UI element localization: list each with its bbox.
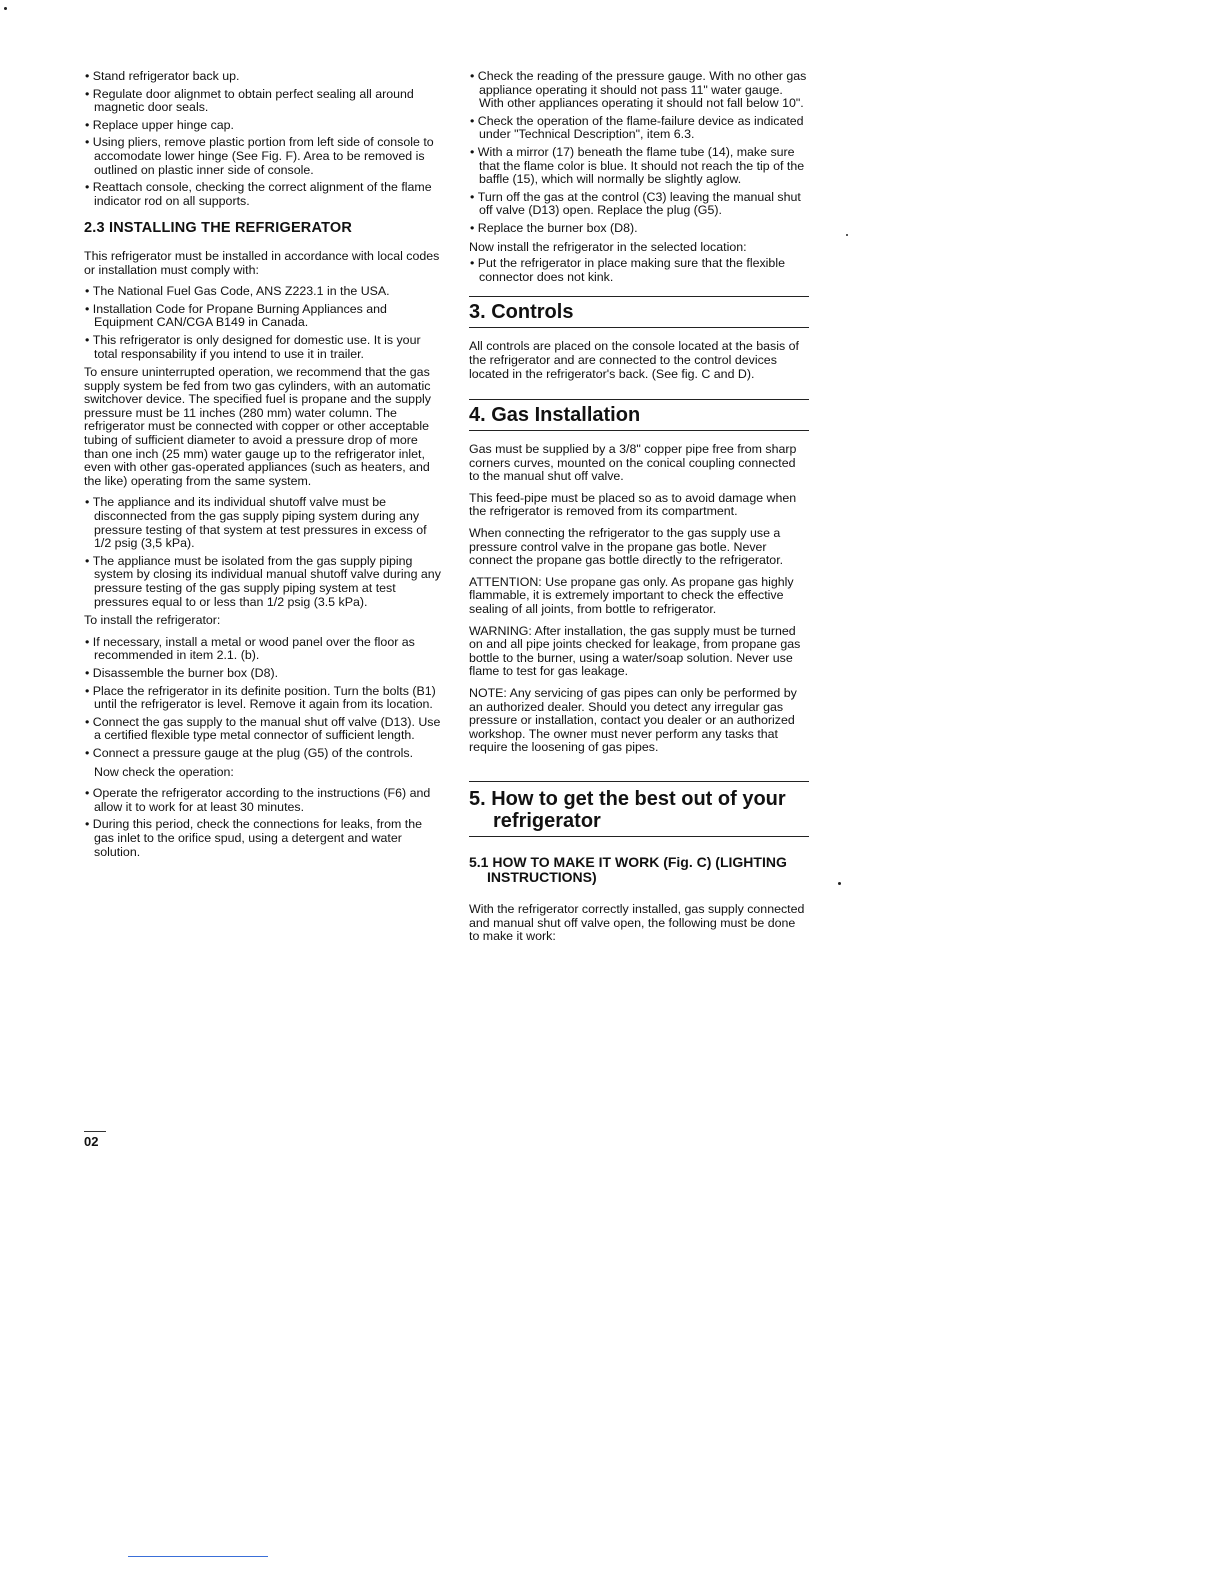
bullets-top-right xyxy=(469,70,809,236)
install-label: To install the refrigerator: xyxy=(84,613,221,628)
shutoff-list xyxy=(84,496,444,609)
check-label: Now check the operation: xyxy=(94,764,234,779)
list-item: • Place the refrigerator in its definite position. Turn the bolts (B1) until the refrigerator is level. Remove it again from its location. xyxy=(84,685,444,712)
divider xyxy=(469,399,809,400)
attention-paragraph: ATTENTION: Use propane gas only. As propane gas highly flammable, it is extremely important to check the effective sealing of all joints, from bottle to refrigerator. xyxy=(469,574,794,617)
gas-paragraph: When connecting the refrigerator to the gas supply use a pressure control valve in the propane gas botle. Never connect the propane gas bottle directly to the refrigerator. xyxy=(469,526,784,568)
intro-paragraph: This refrigerator must be installed in accordance with local codes or installation must comply with: xyxy=(84,248,440,277)
section-title-installing: 2.3 INSTALLING THE REFRIGERATOR xyxy=(84,220,353,237)
heading-gas-installation: 4. Gas Installation xyxy=(469,404,641,427)
list-item: • Put the refrigerator in place making sure that the flexible connector does not kink. xyxy=(469,257,809,284)
list-item: • The appliance must be isolated from the gas supply piping system by closing its individual manual shutoff valve during any pressure testing of the gas supply piping system at test pressures equal to or less than 1/2 psig (3.5 kPa). xyxy=(84,555,444,609)
scan-speck xyxy=(838,882,841,885)
list-item: • Replace upper hinge cap. xyxy=(84,119,444,133)
lighting-paragraph: With the refrigerator correctly installed, gas supply connected and manual shut off valve open, the following must be done to make it work: xyxy=(469,901,805,944)
bullets-top-left xyxy=(84,70,444,208)
list-item: • The National Fuel Gas Code, ANS Z223.1 in the USA. xyxy=(84,285,444,299)
left-column xyxy=(84,70,444,864)
list-item: • Check the reading of the pressure gauge. With no other gas appliance operating it should not pass 11" water gauge. With other appliances operating it should not fall below 10". xyxy=(469,70,809,111)
subheading-how-to-make-it-work: 5.1 HOW TO MAKE IT WORK (Fig. C) (LIGHTING INSTRUCTIONS) xyxy=(469,853,787,885)
list-item: • During this period, check the connections for leaks, from the gas inlet to the orifice spud, using a detergent and water solution. xyxy=(84,818,444,859)
list-item: • Reattach console, checking the correct alignment of the flame indicator rod on all supports. xyxy=(84,181,444,208)
list-item: • Stand refrigerator back up. xyxy=(84,70,444,84)
list-item: • Operate the refrigerator according to the instructions (F6) and allow it to work for at least 30 minutes. xyxy=(84,787,444,814)
divider xyxy=(469,296,809,297)
divider xyxy=(469,781,809,782)
list-item: • The appliance and its individual shutoff valve must be disconnected from the gas supply piping system during any pressure testing of that system at test pressures in excess of 1/2 psig (3,5 kPa). xyxy=(84,496,444,550)
list-item: • Disassemble the burner box (D8). xyxy=(84,667,444,681)
heading-controls: 3. Controls xyxy=(469,301,574,324)
list-item: • Connect a pressure gauge at the plug (G5) of the controls. xyxy=(84,747,444,761)
install-steps xyxy=(84,636,444,761)
scan-line xyxy=(128,1556,268,1557)
list-item: • Installation Code for Propane Burning Appliances and Equipment CAN/CGA B149 in Canada. xyxy=(84,303,444,330)
page-number: 02 xyxy=(84,1134,99,1149)
heading-best-out: 5. How to get the best out of your refrigerator xyxy=(469,787,786,832)
gas-paragraph: Gas must be supplied by a 3/8" copper pipe free from sharp corners curves, mounted on the conical coupling connected to the manual shut off valve. xyxy=(469,442,797,484)
note-paragraph: NOTE: Any servicing of gas pipes can only be performed by an authorized dealer. Should you detect any irregular gas pressure or installation, contact you dealer or an authorized workshop. The owner must never perform any tasks that require the loosening of gas pipes. xyxy=(469,686,797,755)
gas-paragraph: This feed-pipe must be placed so as to avoid damage when the refrigerator is removed from its compartment. xyxy=(469,490,797,519)
scan-speck xyxy=(846,234,848,236)
list-item: • Check the operation of the flame-failure device as indicated under "Technical Description", item 6.3. xyxy=(469,115,809,142)
now-install-label: Now install the refrigerator in the selected location: xyxy=(469,239,747,254)
warning-paragraph: WARNING: After installation, the gas supply must be turned on and all pipe joints checked for leakage, from propane gas bottle to the burner, using a water/soap solution. Never use flame to test for gas leakage. xyxy=(469,623,801,679)
list-item: • Connect the gas supply to the manual shut off valve (D13). Use a certified flexible type metal connector of sufficient length. xyxy=(84,716,444,743)
divider xyxy=(469,836,809,837)
codes-list xyxy=(84,285,444,361)
list-item: • This refrigerator is only designed for domestic use. It is your total responsability if you intend to use it in trailer. xyxy=(84,334,444,361)
scan-speck xyxy=(4,7,7,10)
list-item: • Replace the burner box (D8). xyxy=(469,222,809,236)
list-item: • Using pliers, remove plastic portion from left side of console to accomodate lower hinge (See Fig. F). Area to be removed is outlined on plastic inner side of console. xyxy=(84,136,444,177)
list-item: • With a mirror (17) beneath the flame tube (14), make sure that the flame color is blue. It should not reach the tip of the baffle (15), which will normally be slightly aglow. xyxy=(469,146,809,187)
supply-paragraph: To ensure uninterrupted operation, we recommend that the gas supply system be fed from two gas cylinders, with an automatic switchover device. The specified fuel is propane and the supply pressure must be 11 inches (280 mm) water column. The refrigerator must be connected with copper or other acceptable tubing of sufficient diameter to avoid a pressure drop of more than one inch (25 mm) water gauge up to the refrigerator inlet, even with other gas-operated appliances (such as heaters, and the like) operating from the same system. xyxy=(84,365,431,488)
divider xyxy=(469,430,809,431)
list-item: • If necessary, install a metal or wood panel over the floor as recommended in item 2.1. (b). xyxy=(84,636,444,663)
gas-installation-body xyxy=(469,443,809,755)
controls-paragraph: All controls are placed on the console located at the basis of the refrigerator and are connected to the control devices located in the refrigerator's back. (See fig. C and D). xyxy=(469,339,799,381)
right-column xyxy=(469,70,809,952)
divider xyxy=(469,327,809,328)
check-steps xyxy=(84,787,444,859)
list-item: • Turn off the gas at the control (C3) leaving the manual shut off valve (D13) open. Replace the plug (G5). xyxy=(469,191,809,218)
list-item: • Regulate door alignmet to obtain perfect sealing all around magnetic door seals. xyxy=(84,88,444,115)
